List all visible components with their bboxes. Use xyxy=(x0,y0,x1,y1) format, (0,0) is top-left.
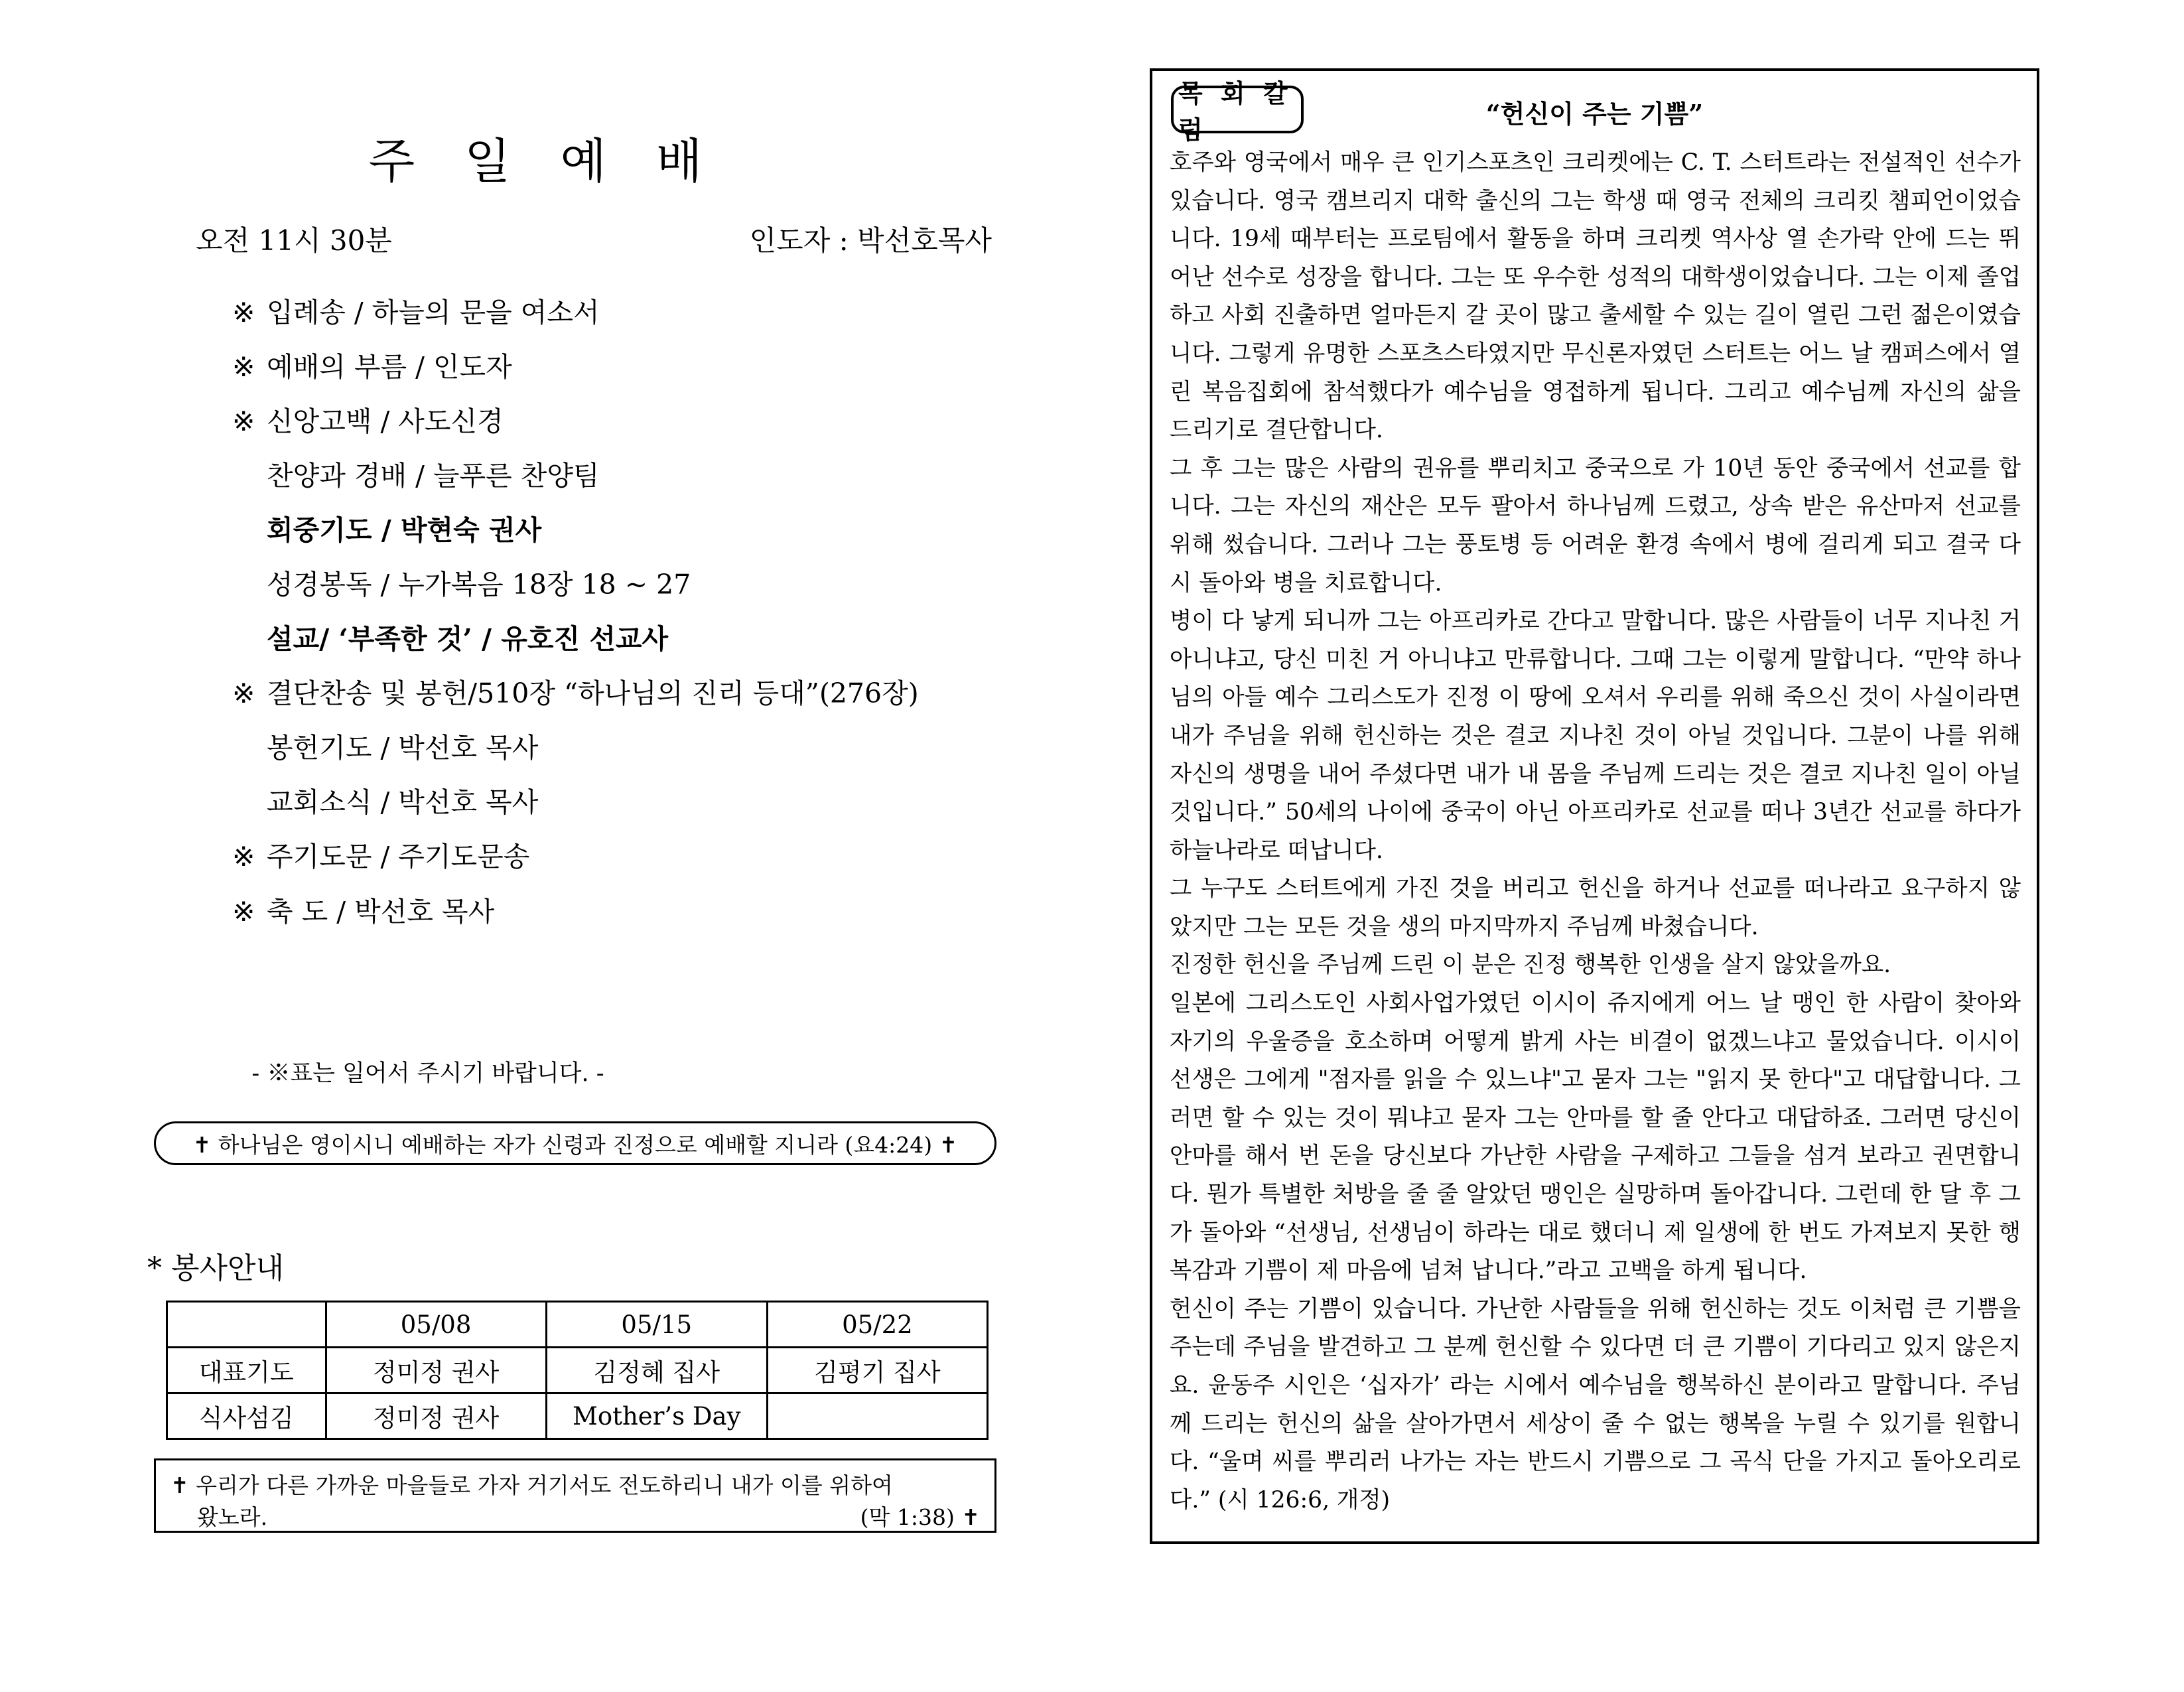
order-item xyxy=(232,299,1088,327)
order-item xyxy=(232,407,1088,436)
table-header-row xyxy=(167,1302,988,1348)
pastoral-column-badge: 목 회 칼 럼 xyxy=(1171,86,1304,133)
table-row xyxy=(167,1348,988,1393)
volunteer-schedule-table xyxy=(166,1301,989,1440)
order-item-label: 주기도문 / 주기도문송 xyxy=(267,841,530,873)
order-item xyxy=(232,895,1088,928)
page-title: 주 일 예 배 xyxy=(368,133,720,189)
order-item-label: 신앙고백 / 사도신경 xyxy=(267,405,504,438)
table-cell: 대표기도 xyxy=(167,1348,326,1393)
order-item xyxy=(232,516,1088,545)
stand-instruction-note: - ※표는 일어서 주시기 바랍니다. - xyxy=(251,1060,604,1087)
table-cell: 정미정 권사 xyxy=(326,1348,546,1393)
order-item-label: 회중기도 / 박현숙 권사 xyxy=(267,514,542,547)
order-item-label: 찬양과 경배 / 늘푸른 찬양팀 xyxy=(267,460,600,492)
pastoral-column-panel xyxy=(1150,68,2039,1544)
volunteer-section-heading: * 봉사안내 xyxy=(147,1251,285,1285)
verse-box-bottom xyxy=(154,1458,996,1533)
table-row xyxy=(167,1393,988,1439)
verse-bottom-reference: (막 1:38) ✝ xyxy=(860,1504,980,1530)
column-paragraph: 일본에 그리스도인 사회사업가였던 이시이 쥬지에게 어느 날 맹인 한 사람이 찾아와 자기의 우울증을 호소하며 어떻게 밝게 사는 비결이 없겠느냐고 물었습니다. 이시이 선생은 그에게 "점자를 읽을 수 있느냐"고 묻자 그는 "읽지 못 한다"고 대답합니다. 그러면 할 수 있는 것이 뭐냐고 묻자 그는 안마를 할 줄 안다고 대답하죠. 그러면 당신이 안마를 해서 번 돈을 당신보다 가난한 사람을 구제하고 그들을 섬겨 보라고 권면합니다. 뭔가 특별한 처방을 줄 줄 알았던 맹인은 실망하며 돌아갑니다. 그런데 한 달 후 그가 돌아와 “선생님, 선생님이 하라는 대로 했더니 제 일생에 한 번도 가져보지 못한 행복감과 기쁨이 제 마음에 넘쳐 납니다.”라고 고백을 하게 됩니다. xyxy=(1170,990,2021,1285)
order-item xyxy=(232,734,1088,762)
stand-mark-icon: ※ xyxy=(232,405,255,438)
table-header-cell: 05/08 xyxy=(326,1302,546,1348)
column-paragraph: 진정한 헌신을 주님께 드린 이 분은 진정 행복한 인생을 살지 않았을까요. xyxy=(1170,952,1891,979)
order-item xyxy=(232,353,1088,382)
table-cell xyxy=(767,1393,987,1439)
order-item-label: 성경봉독 / 누가복음 18장 18 ~ 27 xyxy=(267,569,691,601)
order-of-worship-list xyxy=(232,299,1088,952)
order-item xyxy=(232,679,1088,708)
verse-bottom-line2 xyxy=(171,1502,980,1533)
verse-top-text: ✝ 하나님은 영이시니 예배하는 자가 신령과 진정으로 예배할 지니라 (요4:24) ✝ xyxy=(192,1131,958,1158)
order-item-label: 축 도 / 박선호 목사 xyxy=(267,895,495,928)
column-paragraph: 병이 다 낳게 되니까 그는 아프리카로 간다고 말합니다. 많은 사람들이 너무 지나친 거 아니냐고, 당신 미친 거 아니냐고 만류합니다. 그때 그는 이렇게 말합니다. “만약 하나님의 아들 예수 그리스도가 진정 이 땅에 오셔서 우리를 위해 죽으신 것이 사실이라면 내가 주님을 위해 헌신하는 것은 결코 지나친 것이 아닐 것입니다. 그분이 나를 위해 자신의 생명을 내어 주셨다면 내가 내 몸을 주님께 드리는 것은 결코 지나친 일이 아닐 것입니다.” 50세의 나이에 중국이 아닌 아프리카로 선교를 떠나 3년간 선교를 하다가 하늘나라로 떠납니다. xyxy=(1170,608,2021,864)
table-header-cell xyxy=(167,1302,326,1348)
stand-mark-icon: ※ xyxy=(232,841,255,873)
service-time-row xyxy=(196,219,992,259)
table-cell: 정미정 권사 xyxy=(326,1393,546,1439)
service-time: 오전 11시 30분 xyxy=(196,224,392,257)
order-item-label: 교회소식 / 박선호 목사 xyxy=(267,786,539,819)
table-cell: 식사섬김 xyxy=(167,1393,326,1439)
verse-bottom-line1: ✝ 우리가 다른 가까운 마을들로 가자 거기서도 전도하리니 내가 이를 위하여 xyxy=(171,1472,893,1498)
pastoral-column-body xyxy=(1152,144,2037,1519)
column-paragraph: 그 후 그는 많은 사람의 권유를 뿌리치고 중국으로 가 10년 동안 중국에서 선교를 합니다. 그는 자신의 재산은 모두 팔아서 하나님께 드렸고, 상속 받은 유산마저 선교를 위해 썼습니다. 그러나 그는 풍토병 등 어려운 환경 속에서 병에 걸리게 되고 결국 다시 돌아와 병을 치료합니다. xyxy=(1170,455,2021,597)
table-cell: Mother’s Day xyxy=(546,1393,767,1439)
order-item xyxy=(232,843,1088,871)
stand-mark-icon: ※ xyxy=(232,677,255,710)
column-paragraph: 헌신이 주는 기쁨이 있습니다. 가난한 사람들을 위해 헌신하는 것도 이처럼 큰 기쁨을 주는데 주님을 발견하고 그 분께 헌신할 수 있다면 더 큰 기쁨이 기다리고 있지 않은지요. 윤동주 시인은 ‘십자가’ 라는 시에서 예수님을 행복하신 분이라고 말합니다. 주님께 드리는 헌신의 삶을 살아가면서 세상이 줄 수 없는 행복을 누릴 수 있기를 원합니다. “울며 씨를 뿌리러 나가는 자는 반드시 기쁨으로 그 곡식 단을 가지고 돌아오리로다.” (시 126:6, 개정) xyxy=(1170,1295,2021,1514)
order-item xyxy=(232,788,1088,817)
column-paragraph: 호주와 영국에서 매우 큰 인기스포츠인 크리켓에는 C. T. 스터트라는 전설적인 선수가 있습니다. 영국 캠브리지 대학 출신의 그는 학생 때 영국 전체의 크리킷 챔피언이었습니다. 19세 때부터는 프로팀에서 활동을 하며 크리켓 역사상 열 손가락 안에 드는 뛰어난 선수로 성장을 합니다. 그는 또 우수한 성적의 대학생이었습니다. 그는 이제 졸업하고 사회 진출하면 얼마든지 갈 곳이 많고 출세할 수 있는 길이 열린 그런 젊은이였습니다. 그렇게 유명한 스포츠스타였지만 무신론자였던 스터트는 어느 날 캠퍼스에서 열린 복음집회에 참석했다가 예수님을 영접하게 됩니다. 그리고 예수님께 자신의 삶을 드리기로 결단합니다. xyxy=(1170,149,2021,444)
table-header-cell: 05/15 xyxy=(546,1302,767,1348)
verse-box-top xyxy=(154,1121,996,1165)
order-item-label: 예배의 부름 / 인도자 xyxy=(267,351,512,384)
service-leader: 인도자 : 박선호목사 xyxy=(749,224,992,257)
pastoral-column-title: “헌신이 주는 기쁨” xyxy=(1485,99,1704,129)
order-item-label: 설교/ ‘부족한 것’ / 유호진 선교사 xyxy=(267,623,669,656)
order-item-label: 봉헌기도 / 박선호 목사 xyxy=(267,732,539,764)
order-item-label: 입례송 / 하늘의 문을 여소서 xyxy=(267,297,600,328)
order-item xyxy=(232,625,1088,654)
table-cell: 김평기 집사 xyxy=(767,1348,987,1393)
table-header-cell: 05/22 xyxy=(767,1302,987,1348)
order-item xyxy=(232,462,1088,490)
order-item-label: 결단찬송 및 봉헌/510장 “하나님의 진리 등대”(276장) xyxy=(267,677,919,710)
table-cell: 김정혜 집사 xyxy=(546,1348,767,1393)
worship-order-column xyxy=(0,0,1088,1692)
stand-mark-icon: ※ xyxy=(232,895,255,928)
order-item xyxy=(232,571,1088,599)
pastoral-column-header xyxy=(1152,71,2037,144)
stand-mark-icon: ※ xyxy=(232,297,255,328)
column-paragraph: 그 누구도 스터트에게 가진 것을 버리고 헌신을 하거나 선교를 떠나라고 요구하지 않았지만 그는 모든 것을 생의 마지막까지 주님께 바쳤습니다. xyxy=(1170,875,2021,940)
verse-bottom-line2-text: 왔노라. xyxy=(197,1504,268,1530)
stand-mark-icon: ※ xyxy=(232,351,255,384)
